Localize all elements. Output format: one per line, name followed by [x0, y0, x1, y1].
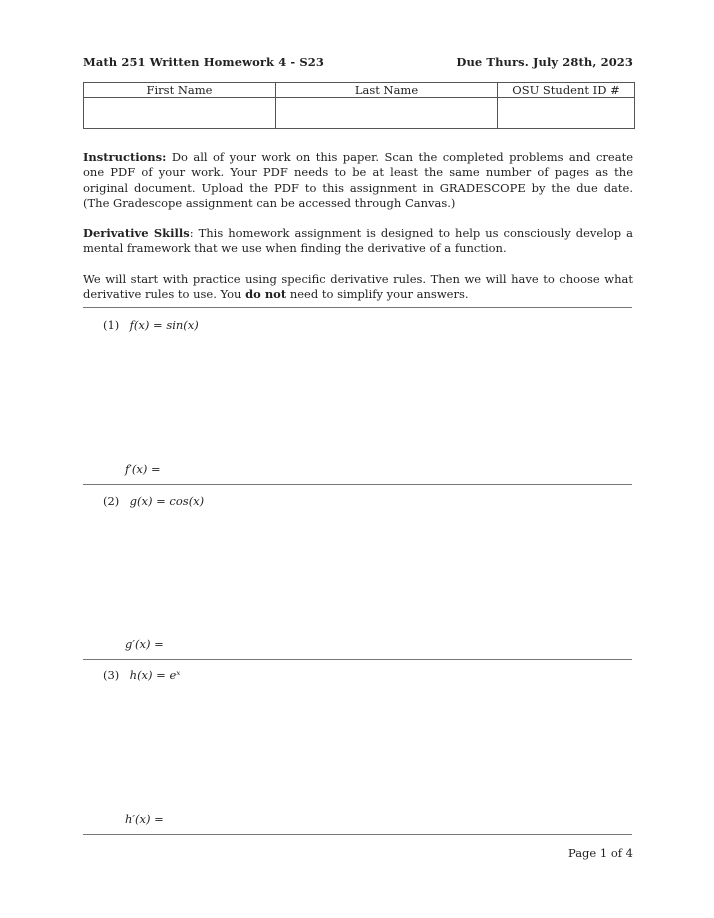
divider [83, 484, 632, 485]
instructions-text: Do all of your work on this paper. Scan the completed problems and create one PDF of your work. Your PDF needs to be at least the same number of pages as the original document. Upload the PDF to this assignment in GRADESCOPE by the due date. (The Gradescope assignment can be accessed through Canvas.) [83, 150, 633, 211]
divider [83, 307, 632, 308]
last-name-header: Last Name [276, 83, 498, 98]
answer-label: h′(x) = [125, 812, 164, 826]
problem-2 [103, 494, 204, 508]
practice-text-before: We will start with practice using specific derivative rules. Then we will have to choose what derivative rules to use. You [83, 272, 633, 302]
divider [83, 659, 632, 660]
page-header [83, 55, 633, 71]
answer-label: f′(x) = [125, 462, 161, 476]
skills-label: Derivative Skills [83, 226, 190, 240]
problem-number: (1) [103, 318, 120, 332]
problem-number: (2) [103, 494, 120, 508]
problem-statement: h(x) = eˣ [129, 668, 181, 682]
problem-statement: g(x) = cos(x) [129, 494, 205, 508]
student-id-field[interactable] [498, 98, 635, 129]
practice-text-after: need to simplify your answers. [286, 287, 469, 302]
problem-3 [103, 668, 180, 682]
divider [83, 834, 632, 835]
first-name-field[interactable] [84, 98, 276, 129]
skills-paragraph [83, 226, 633, 257]
last-name-field[interactable] [276, 98, 498, 129]
skills-text: : This homework assignment is designed to help us consciously develop a mental framework that we use when finding the derivative of a function. [83, 226, 633, 256]
first-name-header: First Name [84, 83, 276, 98]
instructions-paragraph [83, 150, 633, 212]
problem-number: (3) [103, 668, 120, 682]
problem-1 [103, 318, 199, 332]
student-id-header: OSU Student ID # [498, 83, 635, 98]
page-number: Page 1 of 4 [567, 846, 633, 860]
practice-paragraph [83, 272, 633, 303]
problem-statement: f(x) = sin(x) [129, 318, 199, 332]
homework-title: Math 251 Written Homework 4 - S23 [83, 55, 325, 69]
practice-bold: do not [245, 287, 287, 302]
student-info-table [83, 82, 635, 129]
instructions-label: Instructions: [83, 150, 167, 164]
answer-label: g′(x) = [125, 637, 164, 651]
due-date: Due Thurs. July 28th, 2023 [456, 55, 633, 69]
